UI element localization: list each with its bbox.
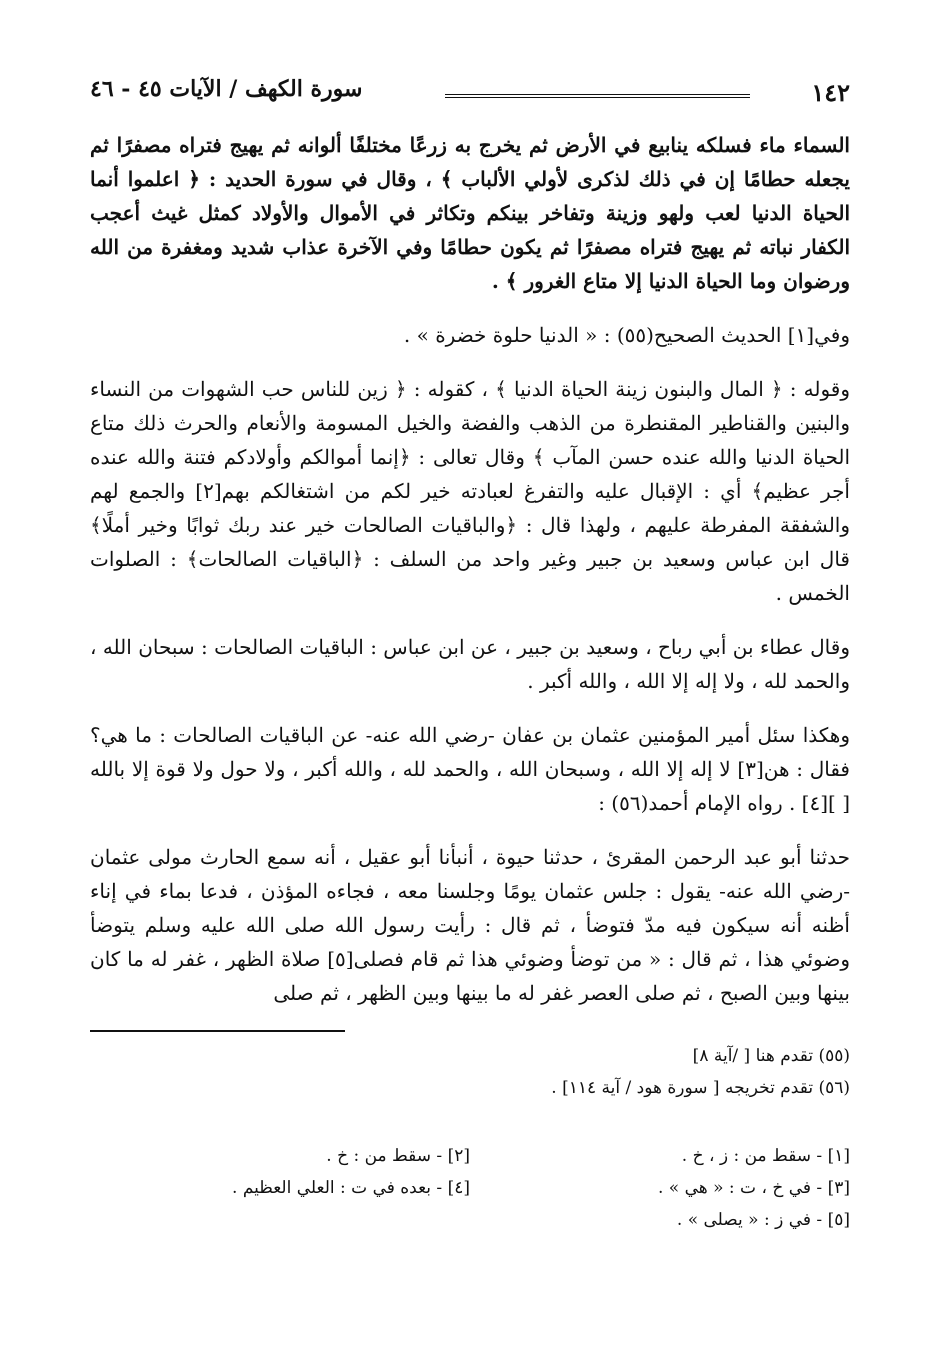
notes-row xyxy=(90,1172,850,1204)
paragraph: السماء ماء فسلكه ينابيع في الأرض ثم يخرج به زرعًا مختلفًا ألوانه ثم يهيج فتراه مصفرًا ثم يجعله حطامًا إن في ذلك لذكرى لأولي الألباب ﴾ ، وقال في سورة الحديد : ﴿ اعلموا أنما الحياة الدنيا لعب ولهو وزينة وتفاخر بينكم وتكاثر في الأموال والأولاد كمثل غيث أعجب الكفار نباته ثم يهيج فتراه مصفرًا ثم يكون حطامًا وفي الآخرة عذاب شديد ومغفرة من الله ورضوان وما الحياة الدنيا إلا متاع الغرور ﴾ . xyxy=(90,133,851,293)
paragraph: وهكذا سئل أمير المؤمنين عثمان بن عفان -رضي الله عنه- عن الباقيات الصالحات : ما هي؟ فقال : هن[٣] لا إله إلا الله ، وسبحان الله ، والحمد لله ، والله أكبر ، ولا حول ولا قوة إلا بالله [ ][٤] . رواه الإمام أحمد(٥٦) : xyxy=(90,723,850,815)
paragraph: حدثنا أبو عبد الرحمن المقرئ ، حدثنا حيوة ، أنبأنا أبو عقيل ، أنه سمع الحارث مولى عثمان -رضي الله عنه- يقول : جلس عثمان يومًا وجلسنا معه ، فجاءه المؤذن ، فدعا بماء في إناء أظنه أنه سيكون فيه مدّ فتوضأ ، ثم قال : رأيت رسول الله صلى الله عليه وسلم يتوضأ وضوئي هذا ، ثم قال : « من توضأ وضوئي هذا ثم قام فصلى[٥] صلاة الظهر ، غفر له ما كان بينها وبين الصبح ، ثم صلى العصر غفر له ما بينها وبين الظهر ، ثم صلى xyxy=(90,845,850,1005)
note: [١] - سقط من : ز ، خ . xyxy=(681,1146,850,1166)
note: [٢] - سقط من : خ . xyxy=(326,1146,470,1166)
manuscript-notes xyxy=(90,1140,850,1236)
note: [٤] - بعده في ت : العلي العظيم . xyxy=(232,1178,470,1198)
footnote: (٥٦) تقدم تخريجه [ سورة هود / آية ١١٤] . xyxy=(551,1078,850,1098)
paragraph: وفي[١] الحديث الصحيح(٥٥) : « الدنيا حلوة خضرة » . xyxy=(403,323,850,347)
footnote-divider xyxy=(90,1030,345,1032)
header-divider xyxy=(445,94,750,98)
note: [٥] - في ز : « يصلى » . xyxy=(676,1210,850,1230)
notes-row xyxy=(90,1140,850,1172)
page-header xyxy=(90,74,850,110)
running-title: سورة الكهف / الآيات ٤٥ - ٤٦ xyxy=(90,76,363,102)
page-number: ١٤٢ xyxy=(811,78,850,107)
footnotes xyxy=(90,1040,850,1104)
notes-row xyxy=(90,1204,850,1236)
note: [٣] - في خ ، ت : « هي » . xyxy=(657,1178,850,1198)
main-text xyxy=(90,128,850,1030)
paragraph: وقوله : ﴿ المال والبنون زينة الحياة الدنيا ﴾ ، كقوله : ﴿ زين للناس حب الشهوات من النساء والبنين والقناطير المقنطرة من الذهب والفضة والخيل المسومة والأنعام والحرث ذلك متاع الحياة الدنيا والله عنده حسن المآب ﴾ وقال تعالى : ﴿إنما أموالكم وأولادكم فتنة والله عنده أجر عظيم﴾ أي : الإقبال عليه والتفرغ لعبادته خير لكم من اشتغالكم بهم[٢] والجمع لهم والشفقة المفرطة عليهم ، ولهذا قال : ﴿والباقيات الصالحات خير عند ربك ثوابًا وخير أملًا﴾ قال ابن عباس وسعيد بن جبير وغير واحد من السلف : ﴿الباقيات الصالحات﴾ : الصلوات الخمس . xyxy=(90,377,850,605)
paragraph: وقال عطاء بن أبي رباح ، وسعيد بن جبير ، عن ابن عباس : الباقيات الصالحات : سبحان الله ، والحمد لله ، ولا إله إلا الله ، والله أكبر . xyxy=(90,635,850,693)
footnote: (٥٥) تقدم هنا [ /آية ٨] xyxy=(692,1046,850,1066)
